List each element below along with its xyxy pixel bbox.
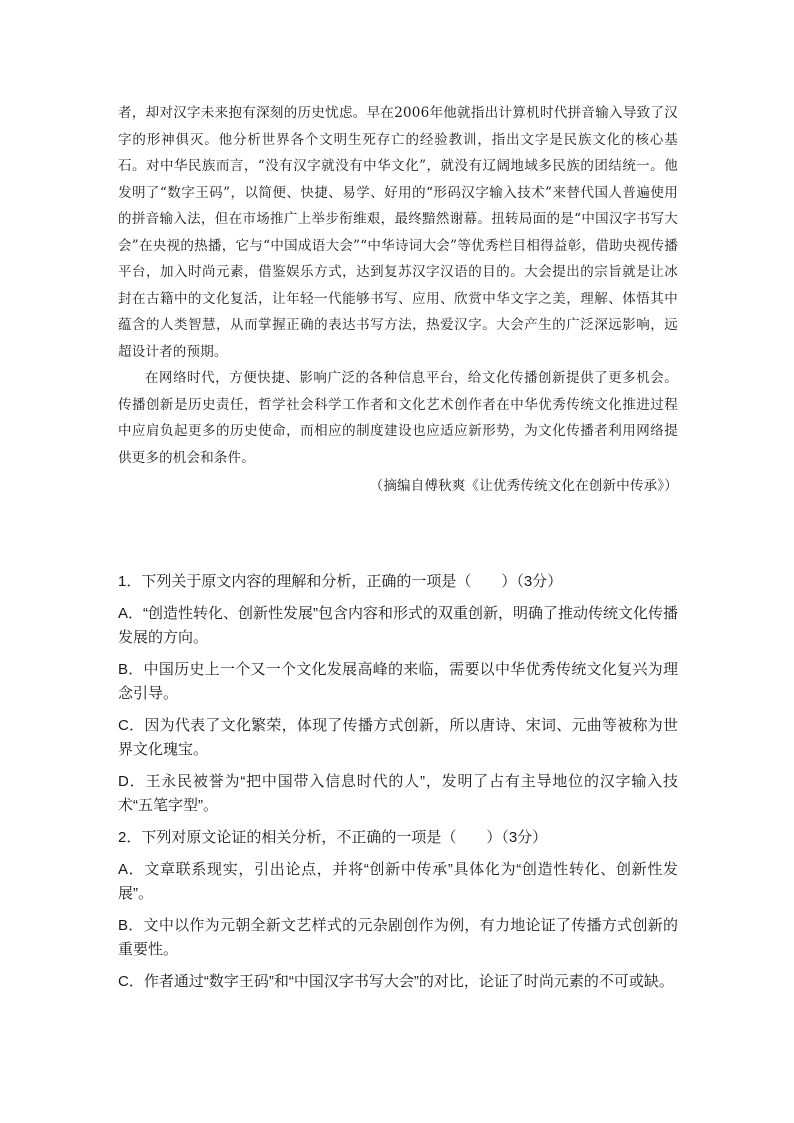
option-b: B．中国历史上一个又一个文化发展高峰的来临，需要以中华优秀传统文化复兴为理念引导。: [118, 661, 678, 702]
option-a: A．“创造性转化、创新性发展”包含内容和形式的双重创新，明确了推动传统文化传播发展的方向。: [118, 605, 678, 646]
passage-source: （摘编自傅秋爽《让优秀传统文化在创新中传承》）: [369, 478, 678, 494]
reading-passage: [118, 100, 678, 500]
question-1: [118, 570, 678, 818]
question-list: [118, 570, 678, 1002]
option-b: B．文中以作为元朝全新文艺样式的元杂剧创作为例，有力地论证了传播方式创新的重要性。: [118, 917, 678, 958]
option-c: C．因为代表了文化繁荣，体现了传播方式创新，所以唐诗、宋词、元曲等被称为世界文化瑰宝。: [118, 717, 678, 758]
option-d: D．王永民被誉为“把中国带入信息时代的人”，发明了占有主导地位的汉字输入技术“五笔字型”。: [118, 773, 678, 814]
question-stem: 2．下列对原文论证的相关分析，不正确的一项是（ ）（3分）: [118, 829, 548, 846]
passage-paragraph: 者，却对汉字未来抱有深刻的历史忧虑。早在2006年他就指出计算机时代拼音输入导致了汉字的形神俱灭。他分析世界各个文明生死存亡的经验教训，指出文字是民族文化的核心基石。对中华民族而言，“没有汉字就没有中华文化”，就没有辽阔地域多民族的团结统一。他发明了“数字王码”，以简便、快捷、易学、好用的“形码汉字输入技术”来替代国人普遍使用的拼音输入法，但在市场推广上举步衔维艰，最终黯然谢幕。扭转局面的是“中国汉字书写大会”在央视的热播，它与“中国成语大会”“中华诗词大会”等优秀栏目相得益彰，借助央视传播平台，加入时尚元素，借鉴娱乐方式，达到复苏汉字汉语的目的。大会提出的宗旨就是让冰封在古籍中的文化复活，让年轻一代能够书写、应用、欣赏中华文字之美，理解、体悟其中蕴含的人类智慧，从而掌握正确的表达书写方法，热爱汉字。大会产生的广泛深远影响，远超设计者的预期。: [118, 105, 678, 360]
question-stem: 1．下列关于原文内容的理解和分析，正确的一项是（ ）（3分）: [118, 573, 563, 590]
passage-paragraph: 在网络时代，方便快捷、影响广泛的各种信息平台，给文化传播创新提供了更多机会。传播创新是历史责任，哲学社会科学工作者和文化艺术创作者在中华优秀传统文化推进过程中应肩负起更多的历史使命，而相应的制度建设也应适应新形势，为文化传播者利用网络提供更多的机会和条件。: [118, 370, 678, 466]
question-2: [118, 826, 678, 994]
option-a: A．文章联系现实，引出论点，并将“创新中传承”具体化为“创造性转化、创新性发展”。: [118, 861, 678, 902]
option-c: C．作者通过“数字王码”和“中国汉字书写大会”的对比，论证了时尚元素的不可或缺。: [118, 973, 674, 990]
